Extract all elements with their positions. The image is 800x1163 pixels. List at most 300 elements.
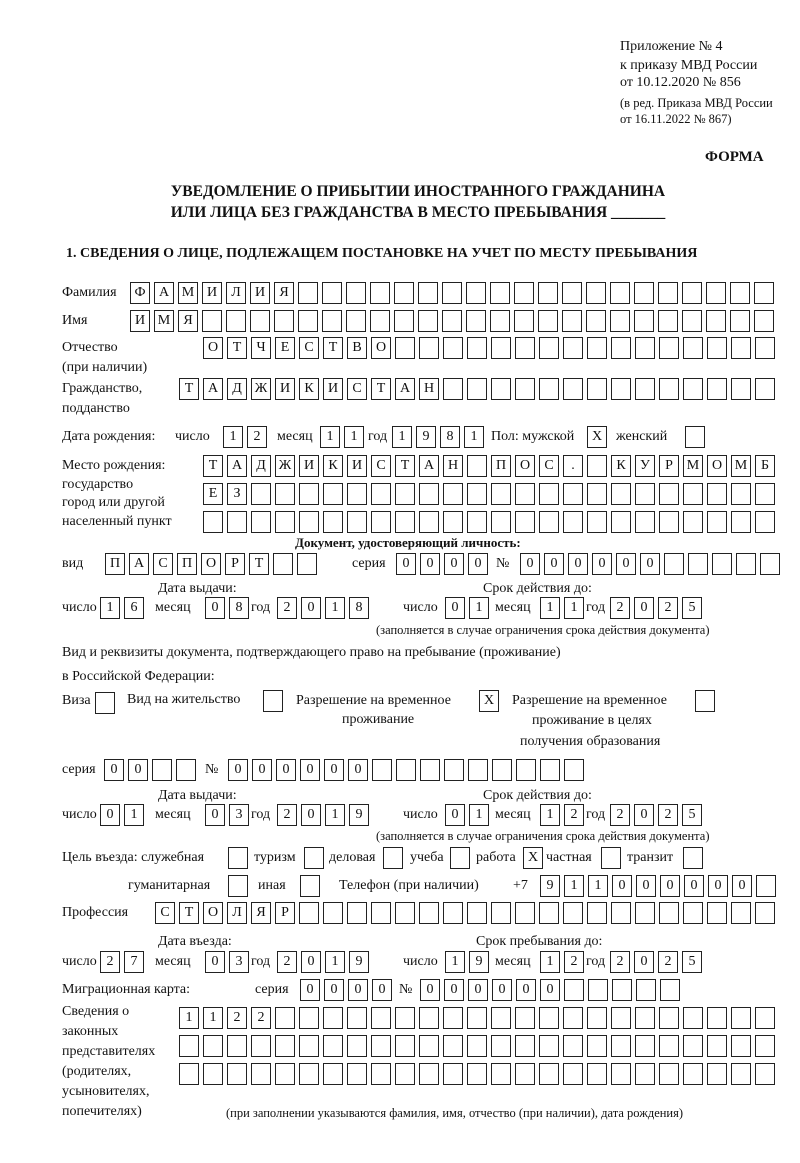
char-cell[interactable]: А <box>203 378 223 400</box>
char-cell[interactable] <box>491 902 511 924</box>
char-cell[interactable] <box>323 1063 343 1085</box>
char-cell[interactable] <box>514 310 534 332</box>
purpose-private-checkbox[interactable] <box>601 847 621 869</box>
char-cell[interactable]: С <box>153 553 173 575</box>
char-cell[interactable] <box>251 511 271 533</box>
char-cell[interactable]: 0 <box>660 875 680 897</box>
char-cell[interactable]: 9 <box>416 426 436 448</box>
char-cell[interactable] <box>490 310 510 332</box>
char-cell[interactable] <box>610 310 630 332</box>
char-cell[interactable]: 2 <box>658 597 678 619</box>
education-residence-checkbox[interactable] <box>695 690 715 712</box>
char-cell[interactable] <box>347 1007 367 1029</box>
char-cell[interactable] <box>395 1035 415 1057</box>
char-cell[interactable]: 2 <box>610 951 630 973</box>
char-cell[interactable] <box>730 282 750 304</box>
char-cell[interactable] <box>395 511 415 533</box>
char-cell[interactable] <box>371 1035 391 1057</box>
profession-field[interactable] <box>155 902 775 924</box>
char-cell[interactable] <box>395 1063 415 1085</box>
migration-series-field[interactable] <box>300 979 392 1001</box>
char-cell[interactable]: 9 <box>349 804 369 826</box>
char-cell[interactable] <box>227 1035 247 1057</box>
char-cell[interactable]: Л <box>226 282 246 304</box>
char-cell[interactable] <box>682 282 702 304</box>
char-cell[interactable]: Р <box>225 553 245 575</box>
char-cell[interactable] <box>611 483 631 505</box>
char-cell[interactable]: 0 <box>100 804 120 826</box>
char-cell[interactable] <box>755 1007 775 1029</box>
char-cell[interactable] <box>346 310 366 332</box>
char-cell[interactable] <box>683 483 703 505</box>
char-cell[interactable]: 1 <box>179 1007 199 1029</box>
char-cell[interactable] <box>587 1035 607 1057</box>
char-cell[interactable]: 2 <box>564 951 584 973</box>
birth-day-field[interactable] <box>223 426 267 448</box>
char-cell[interactable] <box>539 1007 559 1029</box>
char-cell[interactable] <box>683 1063 703 1085</box>
char-cell[interactable] <box>712 553 732 575</box>
char-cell[interactable]: К <box>323 455 343 477</box>
char-cell[interactable]: Е <box>203 483 223 505</box>
char-cell[interactable] <box>299 1035 319 1057</box>
char-cell[interactable] <box>539 511 559 533</box>
char-cell[interactable] <box>467 1007 487 1029</box>
char-cell[interactable] <box>371 511 391 533</box>
char-cell[interactable]: 1 <box>464 426 484 448</box>
char-cell[interactable]: Т <box>203 455 223 477</box>
char-cell[interactable] <box>418 282 438 304</box>
char-cell[interactable] <box>227 1063 247 1085</box>
char-cell[interactable]: 0 <box>468 979 488 1001</box>
char-cell[interactable] <box>564 759 584 781</box>
char-cell[interactable] <box>634 310 654 332</box>
char-cell[interactable]: 0 <box>445 597 465 619</box>
char-cell[interactable] <box>297 553 317 575</box>
char-cell[interactable] <box>444 759 464 781</box>
char-cell[interactable] <box>420 759 440 781</box>
char-cell[interactable] <box>323 1035 343 1057</box>
char-cell[interactable]: 2 <box>251 1007 271 1029</box>
char-cell[interactable]: Т <box>371 378 391 400</box>
char-cell[interactable] <box>299 902 319 924</box>
char-cell[interactable] <box>635 1035 655 1057</box>
char-cell[interactable]: К <box>299 378 319 400</box>
char-cell[interactable] <box>688 553 708 575</box>
char-cell[interactable] <box>683 511 703 533</box>
char-cell[interactable] <box>443 1035 463 1057</box>
char-cell[interactable] <box>251 1035 271 1057</box>
char-cell[interactable] <box>539 378 559 400</box>
char-cell[interactable] <box>587 455 607 477</box>
char-cell[interactable] <box>664 553 684 575</box>
char-cell[interactable] <box>443 511 463 533</box>
char-cell[interactable]: 0 <box>492 979 512 1001</box>
birthplace-field[interactable] <box>203 483 775 505</box>
char-cell[interactable] <box>611 1007 631 1029</box>
char-cell[interactable]: А <box>395 378 415 400</box>
char-cell[interactable]: О <box>203 337 223 359</box>
char-cell[interactable]: 1 <box>540 951 560 973</box>
visa-checkbox[interactable] <box>95 692 115 714</box>
char-cell[interactable]: 0 <box>520 553 540 575</box>
char-cell[interactable]: 1 <box>564 875 584 897</box>
char-cell[interactable]: А <box>419 455 439 477</box>
char-cell[interactable] <box>299 511 319 533</box>
representatives-field[interactable] <box>179 1063 775 1085</box>
char-cell[interactable] <box>707 337 727 359</box>
char-cell[interactable]: 2 <box>610 804 630 826</box>
char-cell[interactable] <box>587 902 607 924</box>
char-cell[interactable] <box>467 455 487 477</box>
char-cell[interactable] <box>755 1063 775 1085</box>
char-cell[interactable]: Т <box>395 455 415 477</box>
char-cell[interactable] <box>539 1063 559 1085</box>
char-cell[interactable]: 1 <box>445 951 465 973</box>
char-cell[interactable] <box>468 759 488 781</box>
char-cell[interactable] <box>683 337 703 359</box>
char-cell[interactable] <box>152 759 172 781</box>
char-cell[interactable]: 1 <box>469 804 489 826</box>
char-cell[interactable] <box>515 483 535 505</box>
char-cell[interactable] <box>611 1035 631 1057</box>
representatives-field[interactable] <box>179 1007 775 1029</box>
char-cell[interactable]: 1 <box>392 426 412 448</box>
char-cell[interactable] <box>683 378 703 400</box>
char-cell[interactable] <box>659 1035 679 1057</box>
char-cell[interactable]: 1 <box>564 597 584 619</box>
char-cell[interactable] <box>251 483 271 505</box>
char-cell[interactable] <box>227 511 247 533</box>
char-cell[interactable]: К <box>611 455 631 477</box>
char-cell[interactable]: 1 <box>469 597 489 619</box>
sex-male-checkbox[interactable]: X <box>587 426 607 448</box>
valid-year-field[interactable] <box>610 597 702 619</box>
char-cell[interactable]: О <box>203 902 223 924</box>
valid-day-field[interactable] <box>445 597 489 619</box>
entry-day-field[interactable] <box>100 951 144 973</box>
char-cell[interactable]: 1 <box>344 426 364 448</box>
char-cell[interactable] <box>660 979 680 1001</box>
char-cell[interactable] <box>371 1007 391 1029</box>
char-cell[interactable]: А <box>154 282 174 304</box>
char-cell[interactable]: Ж <box>275 455 295 477</box>
char-cell[interactable]: М <box>178 282 198 304</box>
char-cell[interactable] <box>683 1035 703 1057</box>
stay-month-field[interactable] <box>540 951 584 973</box>
char-cell[interactable] <box>563 511 583 533</box>
migration-number-field[interactable] <box>420 979 680 1001</box>
char-cell[interactable]: 8 <box>440 426 460 448</box>
char-cell[interactable] <box>755 378 775 400</box>
char-cell[interactable]: 0 <box>612 875 632 897</box>
char-cell[interactable] <box>371 1063 391 1085</box>
sex-female-checkbox[interactable] <box>685 426 705 448</box>
char-cell[interactable] <box>683 902 703 924</box>
permit-issue-day-field[interactable] <box>100 804 144 826</box>
char-cell[interactable] <box>539 1035 559 1057</box>
char-cell[interactable]: 2 <box>658 951 678 973</box>
char-cell[interactable] <box>754 310 774 332</box>
char-cell[interactable] <box>516 759 536 781</box>
char-cell[interactable] <box>635 902 655 924</box>
char-cell[interactable] <box>491 378 511 400</box>
char-cell[interactable] <box>467 902 487 924</box>
char-cell[interactable]: Л <box>227 902 247 924</box>
char-cell[interactable] <box>466 310 486 332</box>
char-cell[interactable]: 0 <box>252 759 272 781</box>
char-cell[interactable] <box>443 902 463 924</box>
permit-number-field[interactable] <box>228 759 584 781</box>
permit-series-field[interactable] <box>104 759 196 781</box>
char-cell[interactable]: 2 <box>277 804 297 826</box>
char-cell[interactable]: И <box>347 455 367 477</box>
char-cell[interactable]: 0 <box>205 951 225 973</box>
char-cell[interactable] <box>347 1035 367 1057</box>
char-cell[interactable]: 5 <box>682 597 702 619</box>
purpose-humanitarian-checkbox[interactable] <box>228 875 248 897</box>
char-cell[interactable]: 2 <box>564 804 584 826</box>
issue-year-field[interactable] <box>277 597 369 619</box>
char-cell[interactable] <box>443 483 463 505</box>
char-cell[interactable] <box>275 1035 295 1057</box>
char-cell[interactable]: 1 <box>540 597 560 619</box>
char-cell[interactable] <box>659 1007 679 1029</box>
id-kind-field[interactable] <box>105 553 317 575</box>
char-cell[interactable] <box>659 483 679 505</box>
char-cell[interactable]: 5 <box>682 804 702 826</box>
char-cell[interactable]: 0 <box>301 597 321 619</box>
char-cell[interactable] <box>730 310 750 332</box>
char-cell[interactable] <box>179 1035 199 1057</box>
char-cell[interactable] <box>491 511 511 533</box>
char-cell[interactable] <box>419 483 439 505</box>
char-cell[interactable] <box>586 282 606 304</box>
char-cell[interactable]: Я <box>251 902 271 924</box>
char-cell[interactable]: 0 <box>592 553 612 575</box>
char-cell[interactable]: 0 <box>544 553 564 575</box>
char-cell[interactable] <box>275 1007 295 1029</box>
char-cell[interactable]: И <box>202 282 222 304</box>
char-cell[interactable] <box>347 511 367 533</box>
char-cell[interactable] <box>443 337 463 359</box>
char-cell[interactable] <box>419 902 439 924</box>
char-cell[interactable] <box>736 553 756 575</box>
char-cell[interactable]: 2 <box>277 951 297 973</box>
stay-year-field[interactable] <box>610 951 702 973</box>
char-cell[interactable] <box>731 511 751 533</box>
char-cell[interactable] <box>611 902 631 924</box>
purpose-work-checkbox[interactable]: X <box>523 847 543 869</box>
char-cell[interactable] <box>659 378 679 400</box>
char-cell[interactable]: О <box>515 455 535 477</box>
char-cell[interactable]: 1 <box>540 804 560 826</box>
char-cell[interactable] <box>707 378 727 400</box>
char-cell[interactable] <box>563 483 583 505</box>
char-cell[interactable] <box>395 483 415 505</box>
char-cell[interactable] <box>203 511 223 533</box>
char-cell[interactable] <box>394 282 414 304</box>
char-cell[interactable] <box>611 337 631 359</box>
char-cell[interactable]: Б <box>755 455 775 477</box>
char-cell[interactable] <box>760 553 780 575</box>
char-cell[interactable] <box>467 1035 487 1057</box>
char-cell[interactable]: Ч <box>251 337 271 359</box>
char-cell[interactable]: 0 <box>634 804 654 826</box>
char-cell[interactable]: 0 <box>348 979 368 1001</box>
birth-year-field[interactable] <box>392 426 484 448</box>
char-cell[interactable]: 0 <box>540 979 560 1001</box>
char-cell[interactable] <box>731 1035 751 1057</box>
birthplace-field[interactable] <box>203 511 775 533</box>
char-cell[interactable]: 9 <box>469 951 489 973</box>
char-cell[interactable] <box>706 310 726 332</box>
purpose-official-checkbox[interactable] <box>228 847 248 869</box>
char-cell[interactable] <box>419 1063 439 1085</box>
char-cell[interactable]: 1 <box>325 597 345 619</box>
char-cell[interactable] <box>466 282 486 304</box>
char-cell[interactable] <box>323 483 343 505</box>
char-cell[interactable]: 0 <box>104 759 124 781</box>
char-cell[interactable]: 9 <box>540 875 560 897</box>
char-cell[interactable] <box>731 1063 751 1085</box>
char-cell[interactable] <box>683 1007 703 1029</box>
char-cell[interactable] <box>587 483 607 505</box>
char-cell[interactable]: . <box>563 455 583 477</box>
char-cell[interactable]: 0 <box>324 979 344 1001</box>
char-cell[interactable] <box>562 282 582 304</box>
char-cell[interactable] <box>731 483 751 505</box>
char-cell[interactable]: Ж <box>251 378 271 400</box>
char-cell[interactable] <box>538 282 558 304</box>
permit-valid-day-field[interactable] <box>445 804 489 826</box>
char-cell[interactable]: 0 <box>396 553 416 575</box>
char-cell[interactable] <box>659 1063 679 1085</box>
char-cell[interactable] <box>443 1063 463 1085</box>
purpose-business-checkbox[interactable] <box>383 847 403 869</box>
char-cell[interactable]: 0 <box>205 804 225 826</box>
char-cell[interactable]: 0 <box>468 553 488 575</box>
char-cell[interactable] <box>587 1063 607 1085</box>
valid-month-field[interactable] <box>540 597 584 619</box>
issue-month-field[interactable] <box>205 597 249 619</box>
char-cell[interactable]: И <box>323 378 343 400</box>
char-cell[interactable]: Т <box>227 337 247 359</box>
char-cell[interactable]: 3 <box>229 804 249 826</box>
char-cell[interactable] <box>323 902 343 924</box>
char-cell[interactable]: И <box>130 310 150 332</box>
char-cell[interactable]: А <box>129 553 149 575</box>
purpose-study-checkbox[interactable] <box>450 847 470 869</box>
char-cell[interactable] <box>515 1035 535 1057</box>
char-cell[interactable] <box>515 1007 535 1029</box>
char-cell[interactable] <box>443 1007 463 1029</box>
char-cell[interactable]: И <box>250 282 270 304</box>
char-cell[interactable]: Т <box>249 553 269 575</box>
char-cell[interactable]: 2 <box>610 597 630 619</box>
char-cell[interactable] <box>707 483 727 505</box>
char-cell[interactable] <box>467 378 487 400</box>
permit-valid-year-field[interactable] <box>610 804 702 826</box>
char-cell[interactable] <box>299 483 319 505</box>
char-cell[interactable] <box>587 511 607 533</box>
char-cell[interactable] <box>299 1007 319 1029</box>
char-cell[interactable]: Д <box>227 378 247 400</box>
char-cell[interactable] <box>563 1063 583 1085</box>
char-cell[interactable] <box>275 483 295 505</box>
char-cell[interactable] <box>299 1063 319 1085</box>
char-cell[interactable]: 0 <box>324 759 344 781</box>
char-cell[interactable] <box>491 1035 511 1057</box>
char-cell[interactable]: 7 <box>124 951 144 973</box>
char-cell[interactable]: 8 <box>349 597 369 619</box>
char-cell[interactable]: Д <box>251 455 271 477</box>
char-cell[interactable] <box>707 511 727 533</box>
char-cell[interactable]: 1 <box>320 426 340 448</box>
char-cell[interactable] <box>635 378 655 400</box>
birthplace-field[interactable] <box>203 455 775 477</box>
char-cell[interactable] <box>755 902 775 924</box>
char-cell[interactable] <box>611 378 631 400</box>
char-cell[interactable]: У <box>635 455 655 477</box>
char-cell[interactable] <box>419 337 439 359</box>
issue-day-field[interactable] <box>100 597 144 619</box>
char-cell[interactable] <box>515 511 535 533</box>
char-cell[interactable]: 0 <box>444 979 464 1001</box>
char-cell[interactable]: 0 <box>300 759 320 781</box>
char-cell[interactable] <box>611 511 631 533</box>
char-cell[interactable] <box>490 282 510 304</box>
char-cell[interactable] <box>755 511 775 533</box>
char-cell[interactable] <box>707 902 727 924</box>
char-cell[interactable]: 8 <box>229 597 249 619</box>
id-series-field[interactable] <box>396 553 488 575</box>
char-cell[interactable] <box>370 310 390 332</box>
char-cell[interactable] <box>372 759 392 781</box>
char-cell[interactable] <box>515 378 535 400</box>
char-cell[interactable]: 1 <box>325 804 345 826</box>
char-cell[interactable] <box>755 1035 775 1057</box>
char-cell[interactable]: 0 <box>616 553 636 575</box>
char-cell[interactable]: 0 <box>684 875 704 897</box>
char-cell[interactable]: 0 <box>516 979 536 1001</box>
char-cell[interactable]: 0 <box>420 979 440 1001</box>
char-cell[interactable]: О <box>707 455 727 477</box>
char-cell[interactable]: 0 <box>636 875 656 897</box>
char-cell[interactable] <box>323 1007 343 1029</box>
char-cell[interactable] <box>563 902 583 924</box>
char-cell[interactable] <box>587 378 607 400</box>
char-cell[interactable] <box>203 1035 223 1057</box>
char-cell[interactable] <box>442 310 462 332</box>
char-cell[interactable] <box>658 310 678 332</box>
char-cell[interactable] <box>756 875 776 897</box>
char-cell[interactable] <box>635 1063 655 1085</box>
char-cell[interactable] <box>347 1063 367 1085</box>
representatives-field[interactable] <box>179 1035 775 1057</box>
char-cell[interactable]: 0 <box>128 759 148 781</box>
char-cell[interactable] <box>274 310 294 332</box>
char-cell[interactable]: 2 <box>100 951 120 973</box>
char-cell[interactable] <box>587 1007 607 1029</box>
char-cell[interactable]: 5 <box>682 951 702 973</box>
purpose-transit-checkbox[interactable] <box>683 847 703 869</box>
char-cell[interactable]: С <box>347 378 367 400</box>
char-cell[interactable]: 0 <box>708 875 728 897</box>
char-cell[interactable] <box>610 282 630 304</box>
id-number-field[interactable] <box>520 553 780 575</box>
permit-issue-month-field[interactable] <box>205 804 249 826</box>
